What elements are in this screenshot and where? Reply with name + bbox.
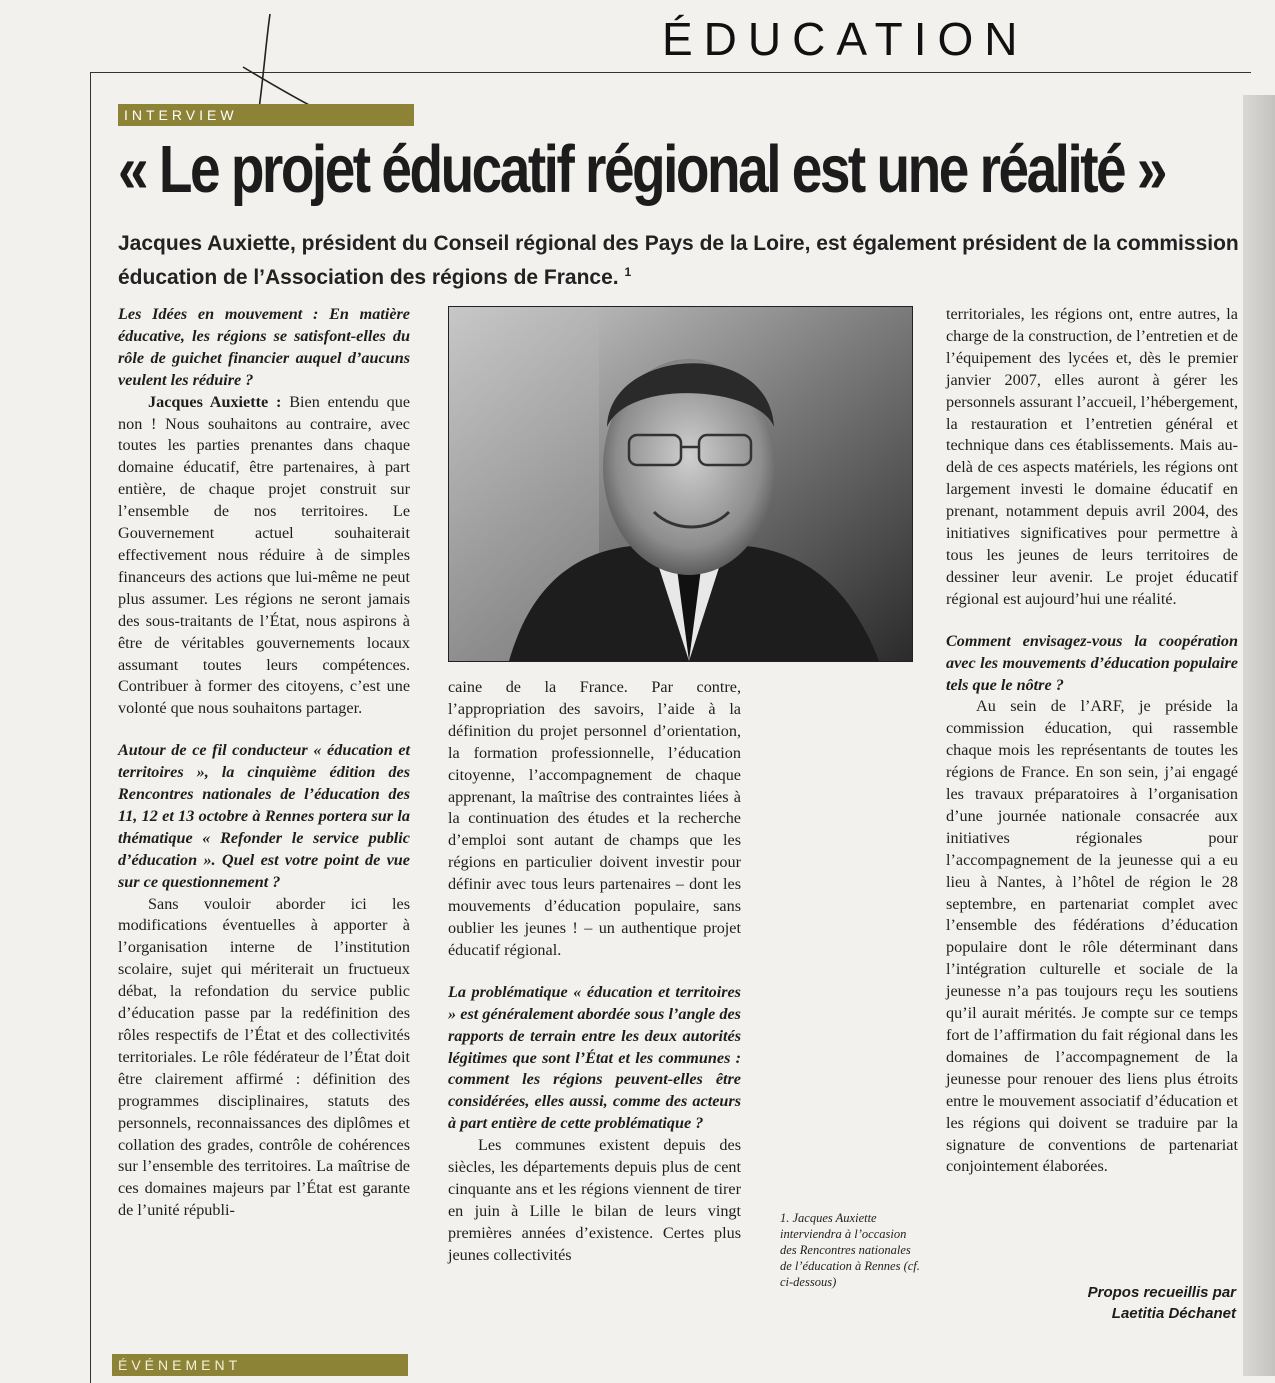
answer-1 [118,392,410,721]
headline: « Le projet éducatif régional est une réalité » [118,131,1166,207]
next-section-kicker: ÉVÉNEMENT [112,1354,408,1376]
answer-3: Les communes existent depuis des siècles, les départements depuis plus de cent cinquante ans et les régions viennent de tirer en juin à Lille le bilan de leurs vingt premières années d’existence. Certes plus jeunes collectivités [448,1136,741,1264]
answer-1-text: Bien entendu que non ! Nous souhaitons au contraire, avec toutes les parties prenantes dans chaque domaine éducatif, être partenaires, à part entière, de chaque projet construit sur l’ensemble de nos territoires. Le Gouvernement actuel souhaiterait effectivement nous réduire à de simples financeurs des actions que lui-même ne peut plus assumer. Les régions ne seront jamais des sous-traitants de l’État, nous aspirons à être de véritables gouvernements locaux assumant toutes leurs compétences. Contribuer à former des citoyens, c’est une volonté que nous souhaitons partager. [118,392,411,718]
standfirst-text: Jacques Auxiette, président du Conseil régional des Pays de la Loire, est également président de la commission éducation de l’Association des régions de France. [118,232,1239,289]
byline [960,1282,1236,1324]
footnote-ref: 1 [624,265,632,279]
speaker-name: Jacques Auxiette : [148,392,282,411]
photo-caption: 1. Jacques Auxiette interviendra à l’occasion des Rencontres nationales de l’éducation à Rennes (cf. ci-dessous) [780,1211,920,1289]
standfirst [118,229,1248,292]
answer-2-continued: caine de la France. Par contre, l’appropriation des savoirs, l’aide à la définition du projet personnel d’orientation, la formation professionnelle, l’éducation citoyenne, l’accompagnement de chaque apprenant, la maîtrise des contraintes liées à la continuation des études et la recherche d’emploi sont autant de champs que les régions en particulier doivent investir pour définir avec tous leurs partenaires – dont les mouvements d’éducation populaire, sans oublier les jeunes ! – un authentique projet éducatif régional. [448,678,741,959]
question-2: Autour de ce fil conducteur « éducation et territoires », la cinquième édition des Rencontres nationales de l’éducation des 11, 12 et 13 octobre à Rennes portera sur la thématique « Refonder le service public d’éducation ». Quel est votre point de vue sur ce questionnement ? [118,741,410,891]
section-title: ÉDUCATION [662,13,1029,65]
byline-line-1: Propos recueillis par [1087,1284,1236,1301]
column-2 [448,677,741,1267]
answer-2: Sans vouloir aborder ici les modifications éventuelles à apporter à l’organisation interne de l’institution scolaire, sujet qui mériterait un fructueux débat, la refondation du service public d’éducation passe par la redéfinition des rôles respectifs de l’État et des collectivités territoriales. Le rôle fédérateur de l’État doit être clairement affirmé : définition des programmes disciplinaires, statuts des personnels, reconnaissances des diplômes et collation des grades, contrôle de cohérences sur l’ensemble des territoires. La maîtrise de ces domaines majeurs par l’État est garante de l’unité républi- [118,894,410,1220]
byline-author: Laetitia Déchanet [1111,1305,1236,1322]
column-3 [946,304,1238,1178]
portrait-photo [448,306,913,662]
portrait-image [449,307,912,661]
question-3: La problématique « éducation et territoires » est généralement abordée sous l’angle des rapports de terrain entre les deux autorités légitimes que sont l’État et les communes : comment les régions peuvent-elles être considérées, elles aussi, comme des acteurs à part entière de cette problématique ? [448,982,741,1133]
answer-4: Au sein de l’ARF, je préside la commission éducation, qui rassemble chaque mois les représentants de toutes les régions de France. En son sein, j’ai engagé les travaux préparatoires à l’organisation d’une journée nationale consacrée aux initiatives régionales pour l’accompagnement de la jeunesse qui a eu lieu à Nantes, à l’hôtel de région le 28 septembre, en partenariat complet avec l’ensemble des fédérations d’éducation populaire dont le rôle déterminant dans l’intégration culturelle et sociale de la jeunesse n’a pas toujours reçu les soutiens qu’il aurait mérités. Je compte sur ce temps fort de l’affirmation du fait régional dans les domaines de l’accompagnement de la jeunesse pour renouer des liens plus étroits entre le mouvement associatif d’éducation et les régions qui doivent se traduire par la signature de conventions de partenariat conjointement élaborées. [946,697,1238,1176]
kicker-label: INTERVIEW [118,104,414,126]
column-1 [118,304,410,1222]
question-4: Comment envisagez-vous la coopération avec les mouvements d’éducation populaire tels que le nôtre ? [946,631,1238,694]
answer-3-continued: territoriales, les régions ont, entre autres, la charge de la construction, de l’entretien et de l’équipement des lycées et, dès le premier janvier 2007, elles auront à gérer les personnels assurant l’accueil, l’hébergement, la restauration et l’entretien général et technique dans ces établissements. Mais au-delà de ces aspects matériels, les régions ont largement investi le domaine éducatif en prenant, notamment depuis avril 2004, des initiatives significatives pour permettre à tous les jeunes de leurs territoires de dessiner leur avenir. Le projet éducatif régional est aujourd’hui une réalité. [946,305,1238,608]
question-1: Les Idées en mouvement : En matière éducative, les régions se satisfont-elles du rôle de guichet financier auquel d’aucuns veulent les réduire ? [118,305,410,389]
